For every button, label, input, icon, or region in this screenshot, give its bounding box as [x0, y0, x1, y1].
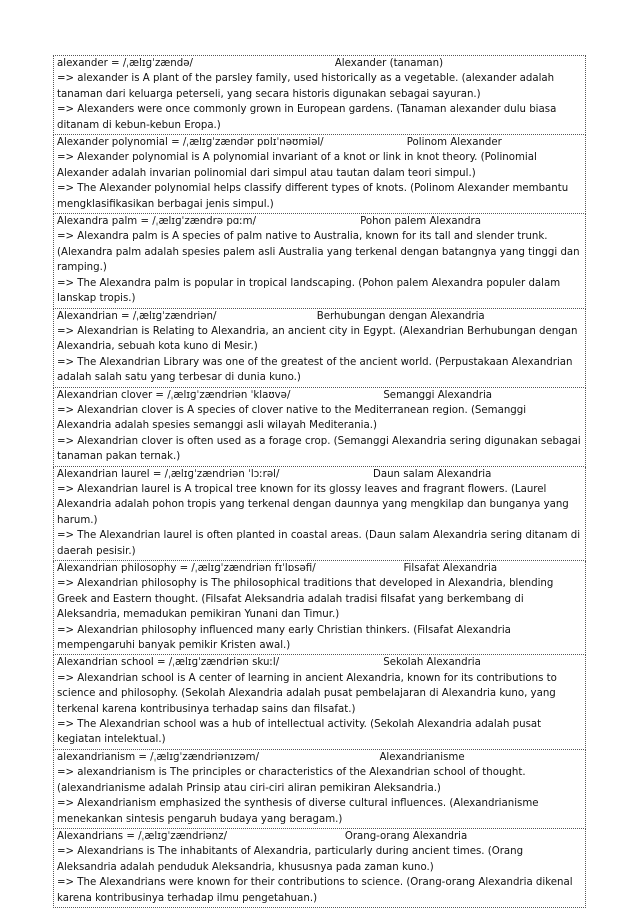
entry-example: => The Alexandrian laurel is often planted in coastal areas. (Daun salam Alexandria sering ditanam di daerah pesisir.) — [57, 530, 581, 557]
entry-translation: Pohon palem Alexandra — [360, 216, 481, 228]
entry-translation: Alexandrianisme — [379, 751, 465, 763]
entry-translation: Orang-orang Alexandria — [344, 830, 468, 842]
entry-header — [57, 655, 585, 670]
glossary-entry — [53, 829, 586, 908]
entry-example: => Alexandrianism emphasized the synthesis of diverse cultural influences. (Alexandrianisme menekankan sintesis pengaruh budaya yang beragam.) — [57, 798, 539, 825]
entry-header — [57, 56, 585, 71]
entry-header — [57, 309, 585, 324]
entry-translation: Daun salam Alexandria — [373, 468, 492, 480]
entry-header — [57, 561, 585, 576]
entry-header — [57, 135, 585, 150]
entry-example: => Alexanders were once commonly grown in European gardens. (Tanaman alexander dulu biasa ditanam di kebun-kebun Eropa.) — [57, 104, 557, 131]
entry-term: alexander = /ˌælɪɡˈzændə/ — [57, 58, 193, 69]
entry-example: => The Alexandrians were known for their contributions to science. (Orang-orang Alexandria dikenal karena kontribusinya terhadap ilmu pengetahuan.) — [57, 877, 573, 904]
entry-example: => The Alexander polynomial helps classify different types of knots. (Polinom Alexander membantu mengklasifikasikan berbagai jenis simpul.) — [57, 183, 569, 210]
glossary-entry — [53, 56, 586, 135]
glossary-sheet — [53, 55, 586, 908]
entry-term: Alexandrians = /ˌælɪɡˈzændriənz/ — [57, 830, 228, 842]
entry-term: Alexander polynomial = /ˌælɪɡˈzændər pɒlɪˈnəʊmiəl/ — [57, 137, 324, 149]
entry-translation: Alexander (tanaman) — [334, 58, 444, 69]
entry-definition: => Alexandrians is The inhabitants of Alexandria, particularly during ancient times. (Orang Aleksandria adalah penduduk Aleksandria, khususnya pada zaman kuno.) — [57, 846, 524, 873]
glossary-entry — [53, 655, 586, 749]
entry-header — [57, 750, 585, 765]
entry-translation: Polinom Alexander — [406, 137, 502, 149]
entry-translation: Berhubungan dengan Alexandria — [316, 310, 485, 322]
entry-example: => Alexandrian clover is often used as a forage crop. (Semanggi Alexandria sering digunakan sebagai tanaman pakan ternak.) — [57, 435, 581, 463]
entry-definition: => Alexandrian clover is A species of clover native to the Mediterranean region. (Semanggi Alexandria adalah spesies semanggi asli wilayah Mediterania.) — [57, 404, 527, 432]
glossary-entry — [53, 750, 586, 829]
entry-example: => The Alexandrian school was a hub of intellectual activity. (Sekolah Alexandria adalah pusat kegiatan intelektual.) — [57, 719, 542, 746]
entry-header — [57, 388, 585, 403]
entry-term: alexandrianism = /ˌælɪɡˈzændriənɪzəm/ — [57, 751, 260, 763]
entry-term: Alexandrian philosophy = /ˌælɪɡˈzændriən fɪˈlɒsəfi/ — [57, 563, 316, 574]
entry-term: Alexandrian clover = /ˌælɪɡˈzændriən ˈklaʊvə/ — [57, 389, 291, 401]
entry-header — [57, 214, 585, 229]
entry-translation: Filsafat Alexandria — [403, 563, 498, 574]
entry-definition: => Alexandra palm is A species of palm native to Australia, known for its tall and slender trunk. (Alexandra palm adalah spesies palem asli Australia yang terkenal dengan batangnya yang tinggi dan ramping.) — [57, 231, 580, 274]
entry-term: Alexandra palm = /ˌælɪɡˈzændrə pɑːm/ — [57, 216, 257, 228]
entry-term: Alexandrian = /ˌælɪɡˈzændriən/ — [57, 310, 217, 322]
entry-definition: => alexander is A plant of the parsley family, used historically as a vegetable. (alexander adalah tanaman dari keluarga peterseli, yang secara historis digunakan sebagai sayuran.) — [57, 73, 555, 100]
entry-definition: => Alexandrian is Relating to Alexandria, an ancient city in Egypt. (Alexandrian Berhubungan dengan Alexandria, sebuah kota kuno di Mesir.) — [57, 325, 578, 353]
entry-definition: => alexandrianism is The principles or characteristics of the Alexandrian school of thought. (alexandrianisme adalah Prinsip atau ciri-ciri aliran pemikiran Aleksandria.) — [57, 767, 526, 794]
entry-header — [57, 829, 585, 844]
entry-term: Alexandrian school = /ˌælɪɡˈzændriən skuːl/ — [57, 657, 280, 669]
entry-example: => The Alexandrian Library was one of the greatest of the ancient world. (Perpustakaan Alexandrian adalah salah satu yang terbesar di dunia kuno.) — [57, 356, 573, 384]
entry-definition: => Alexandrian school is A center of learning in ancient Alexandria, known for its contributions to science and philosophy. (Sekolah Alexandria adalah pusat pembelajaran di Alexandria kuno, yang terkenal karena kontribusinya terhadap sains dan filsafat.) — [57, 672, 557, 715]
entry-definition: => Alexandrian laurel is A tropical tree known for its glossy leaves and fragrant flowers. (Laurel Alexandria adalah pohon tropis yang terkenal dengan daunnya yang mengkilap dan bunganya yang harum.) — [57, 483, 569, 526]
entry-definition: => Alexandrian philosophy is The philosophical traditions that developed in Alexandria, blending Greek and Eastern thought. (Filsafat Aleksandria adalah tradisi filsafat yang berkembang di Aleksandria, memadukan pemikiran Yunani dan Timur.) — [57, 578, 554, 621]
glossary-entry — [53, 309, 586, 388]
entry-definition: => Alexander polynomial is A polynomial invariant of a knot or link in knot theory. (Polinomial Alexander adalah invarian polinomial dari simpul atau tautan dalam teori simpul.) — [57, 152, 537, 179]
entry-header — [57, 467, 585, 482]
glossary-entry — [53, 388, 586, 467]
glossary-entry — [53, 135, 586, 214]
entry-example: => Alexandrian philosophy influenced many early Christian thinkers. (Filsafat Alexandria mempengaruhi banyak pemikir Kristen awal.) — [57, 624, 511, 652]
entry-term: Alexandrian laurel = /ˌælɪɡˈzændriən ˈlɔːrəl/ — [57, 468, 280, 480]
entry-example: => The Alexandra palm is popular in tropical landscaping. (Pohon palem Alexandra populer dalam lanskap tropis.) — [57, 277, 561, 305]
entry-translation: Semanggi Alexandria — [383, 389, 493, 401]
glossary-entry — [53, 467, 586, 561]
glossary-entry — [53, 214, 586, 308]
glossary-entry — [53, 561, 586, 655]
entry-translation: Sekolah Alexandria — [383, 657, 481, 669]
